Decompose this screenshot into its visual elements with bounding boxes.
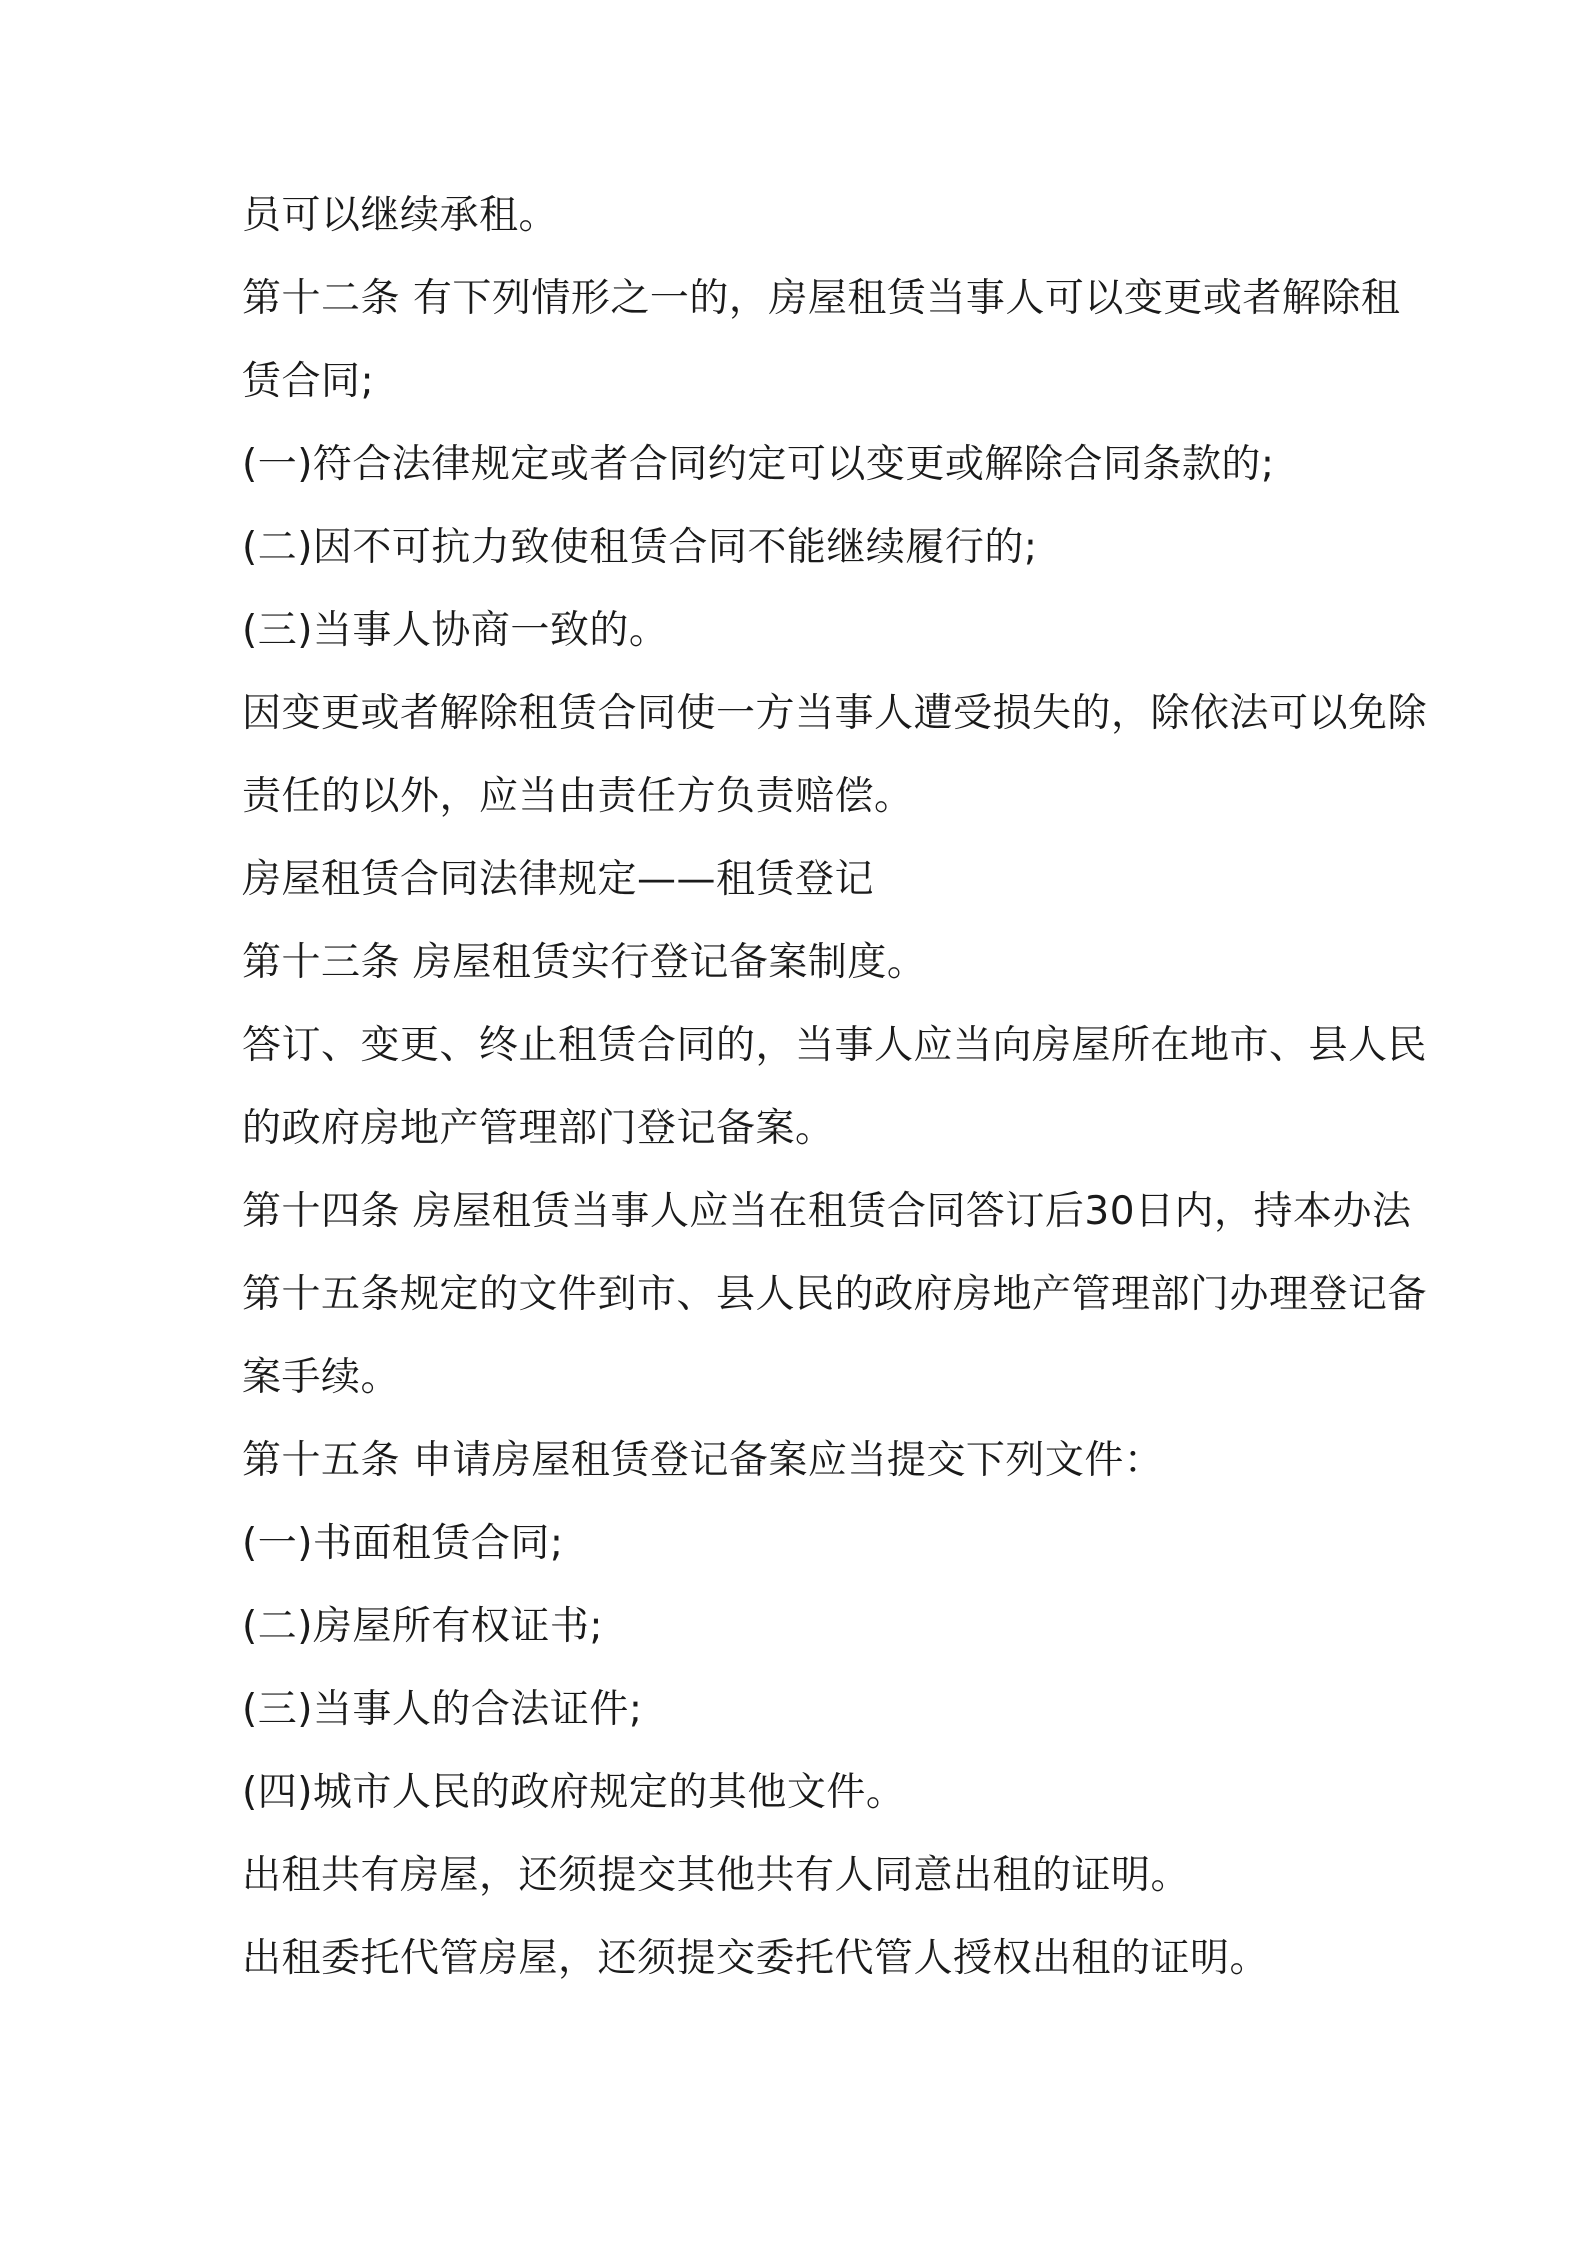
list-item: (二)房屋所有权证书; bbox=[242, 1604, 604, 1649]
article-13-heading-line: 第十三条 房屋租赁实行登记备案制度。 bbox=[242, 940, 927, 985]
text-line: 出租共有房屋，还须提交其他共有人同意出租的证明。 bbox=[242, 1853, 1191, 1898]
text-line: 案手续。 bbox=[242, 1355, 401, 1400]
list-item: (三)当事人的合法证件; bbox=[242, 1687, 643, 1732]
list-item: (四)城市人民的政府规定的其他文件。 bbox=[242, 1770, 906, 1815]
list-item: (三)当事人协商一致的。 bbox=[242, 608, 669, 653]
text-line: 答订、变更、终止租赁合同的，当事人应当向房屋所在地市、县人民 bbox=[242, 1023, 1428, 1068]
text-line: 的政府房地产管理部门登记备案。 bbox=[242, 1106, 835, 1151]
text-line: 出租委托代管房屋，还须提交委托代管人授权出租的证明。 bbox=[242, 1936, 1270, 1981]
article-14-heading-line: 第十四条 房屋租赁当事人应当在租赁合同答订后30日内，持本办法 bbox=[242, 1189, 1412, 1234]
text-line: 责任的以外，应当由责任方负责赔偿。 bbox=[242, 774, 914, 819]
text-line: 赁合同; bbox=[242, 359, 375, 404]
text-line: 员可以继续承租。 bbox=[242, 193, 559, 238]
article-15-heading-line: 第十五条 申请房屋租赁登记备案应当提交下列文件： bbox=[242, 1438, 1164, 1483]
list-item: (一)符合法律规定或者合同约定可以变更或解除合同条款的; bbox=[242, 442, 1275, 487]
text-line: 因变更或者解除租赁合同使一方当事人遭受损失的，除依法可以免除 bbox=[242, 691, 1428, 736]
text-line: 第十五条规定的文件到市、县人民的政府房地产管理部门办理登记备 bbox=[242, 1272, 1428, 1317]
list-item: (一)书面租赁合同; bbox=[242, 1521, 564, 1566]
section-heading: 房屋租赁合同法律规定——租赁登记 bbox=[242, 857, 875, 902]
list-item: (二)因不可抗力致使租赁合同不能继续履行的; bbox=[242, 525, 1038, 570]
article-12-heading-line: 第十二条 有下列情形之一的，房屋租赁当事人可以变更或者解除租 bbox=[242, 276, 1401, 321]
